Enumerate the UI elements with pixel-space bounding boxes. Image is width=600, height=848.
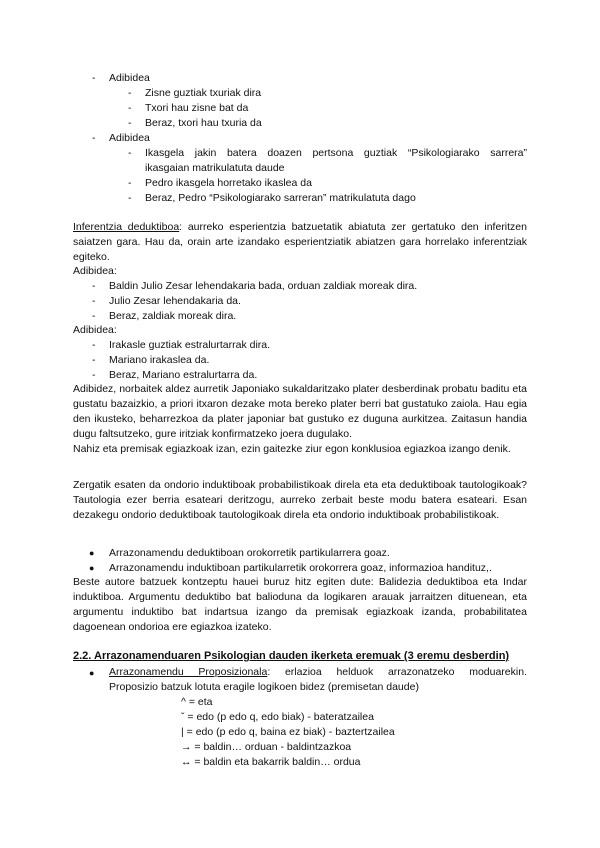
sub-dash: - bbox=[128, 192, 132, 204]
example2-item: Irakasle guztiak estralurtarrak dira. bbox=[109, 339, 271, 351]
list2-item-cont: ikasgaian matrikulatuta daude bbox=[145, 162, 285, 174]
list1-item: Txori hau zisne bat da bbox=[145, 102, 249, 114]
section-heading: 2.2. Arrazonamenduaren Psikologian dauden ikerketa eremuak (3 eremu desberdin) bbox=[73, 650, 510, 662]
inference-text: : aurreko esperientzia batzuetatik abiatuta zer gertatuko den inferitzen saiatzen gara. Hau da, orain arte izandako esperientziatik abiatzen gara horrelako inferentziak egiteko. bbox=[73, 221, 527, 263]
operator-line: → = baldin… orduan - baldintzazkoa bbox=[181, 741, 352, 753]
list1-item: Zisne guztiak txuriak dira bbox=[145, 87, 262, 99]
example2-label: Adibidea: bbox=[73, 324, 117, 336]
operator-line: ˇ = edo (p edo q, edo biak) - bateratzailea bbox=[181, 711, 374, 723]
bullet-dot: ● bbox=[89, 668, 95, 678]
list-dash: - bbox=[92, 132, 96, 144]
inference-paragraph bbox=[73, 220, 527, 265]
list2-item: Pedro ikasgela horretako ikaslea da bbox=[145, 177, 312, 189]
section-bullet-term: Arrazonamendu Proposizionala bbox=[109, 666, 268, 678]
sub-dash: - bbox=[128, 87, 132, 99]
list2-item: Ikasgela jakin batera doazen pertsona guztiak “Psikologiarako sarrera” bbox=[145, 147, 527, 159]
sub-dash: - bbox=[128, 177, 132, 189]
list-dash: - bbox=[92, 72, 96, 84]
list-dash: - bbox=[92, 310, 96, 322]
sub-dash: - bbox=[128, 102, 132, 114]
bullet-item: Arrazonamendu induktiboan partikularretik orokorrera goaz, informazioa handituz,. bbox=[109, 562, 492, 574]
list1-label: Adibidea bbox=[109, 72, 150, 84]
list1-item: Beraz, txori hau txuria da bbox=[145, 117, 262, 129]
operator-line: | = edo (p edo q, baina ez biak) - baztertzailea bbox=[181, 726, 395, 738]
operator-line: ^ = eta bbox=[181, 696, 213, 708]
section-bullet bbox=[109, 665, 527, 680]
list-dash: - bbox=[92, 295, 96, 307]
example1-item: Julio Zesar lehendakaria da. bbox=[109, 295, 241, 307]
example1-item: Beraz, zaldiak moreak dira. bbox=[109, 310, 237, 322]
paragraph-japanese-food: Adibidez, norbaitek aldez aurretik Japoniako sukaldaritzako plater desberdinak probatu baditu eta gustatu bazaizkio, a priori itxaron dezake mota bereko plater berri bat gustatuko zaiola. Hau egia den ikusteko, beharrezkoa da plater japoniar bat gustuko ez duguna aurkitzea. Zaitasun handia dugu faltsutzeko, gure iritziak konfirmatzeko joera dugulako. bbox=[73, 383, 527, 440]
bullet-dot: ● bbox=[89, 548, 95, 558]
example1-item: Baldin Julio Zesar lehendakaria bada, orduan zaldiak moreak dira. bbox=[109, 280, 418, 292]
list-dash: - bbox=[92, 280, 96, 292]
section-bullet-text: : erlazioa helduok arrazonatzeko moduarekin. bbox=[267, 666, 527, 678]
bullet-item: Arrazonamendu deduktiboan orokorretik partikularrera goaz. bbox=[109, 547, 390, 559]
paragraph-validity: Beste autore batzuek kontzeptu hauei buruz hitz egiten dute: Balidezia deduktiboa eta Indar induktiboa. Argumentu deduktibo bat balioduna da logikaren arauak jarraitzen dituenean, eta argumentu induktibo bat indartsua izango da premisak egiazkoak izanda, probabilitatea dagoenean ondorioa ere egiazkoa izateko. bbox=[73, 576, 527, 633]
example2-item: Beraz, Mariano estralurtarra da. bbox=[109, 369, 258, 381]
list-dash: - bbox=[92, 369, 96, 381]
bullet-dot: ● bbox=[89, 563, 95, 573]
sub-dash: - bbox=[128, 117, 132, 129]
list2-label: Adibidea bbox=[109, 132, 150, 144]
paragraph-premises: Nahiz eta premisak egiazkoak izan, ezin gaitezke ziur egon konklusioa egiazkoa izango denik. bbox=[73, 443, 511, 455]
section-bullet-cont: Proposizio batzuk lotuta eragile logikoen bidez (premisetan daude) bbox=[109, 681, 419, 693]
inference-term: Inferentzia deduktiboa bbox=[73, 221, 180, 233]
example2-item: Mariano irakaslea da. bbox=[109, 354, 210, 366]
list-dash: - bbox=[92, 354, 96, 366]
sub-dash: - bbox=[128, 147, 132, 159]
list-dash: - bbox=[92, 339, 96, 351]
operator-line: ↔ = baldin eta bakarrik baldin… ordua bbox=[181, 756, 361, 768]
example1-label: Adibidea: bbox=[73, 265, 117, 277]
paragraph-tautology: Zergatik esaten da ondorio induktiboak probabilistikoak direla eta eta deduktiboak tautologikoak? Tautologia ezer berria esateari deritzogu, aurreko zerbait beste modu batera esateari. Esan dezakegu ondorio deduktiboak tautologikoak direla eta ondorio induktiboak probabilistikoak. bbox=[73, 479, 527, 521]
list2-item: Beraz, Pedro “Psikologiarako sarreran” matrikulatuta dago bbox=[145, 192, 416, 204]
